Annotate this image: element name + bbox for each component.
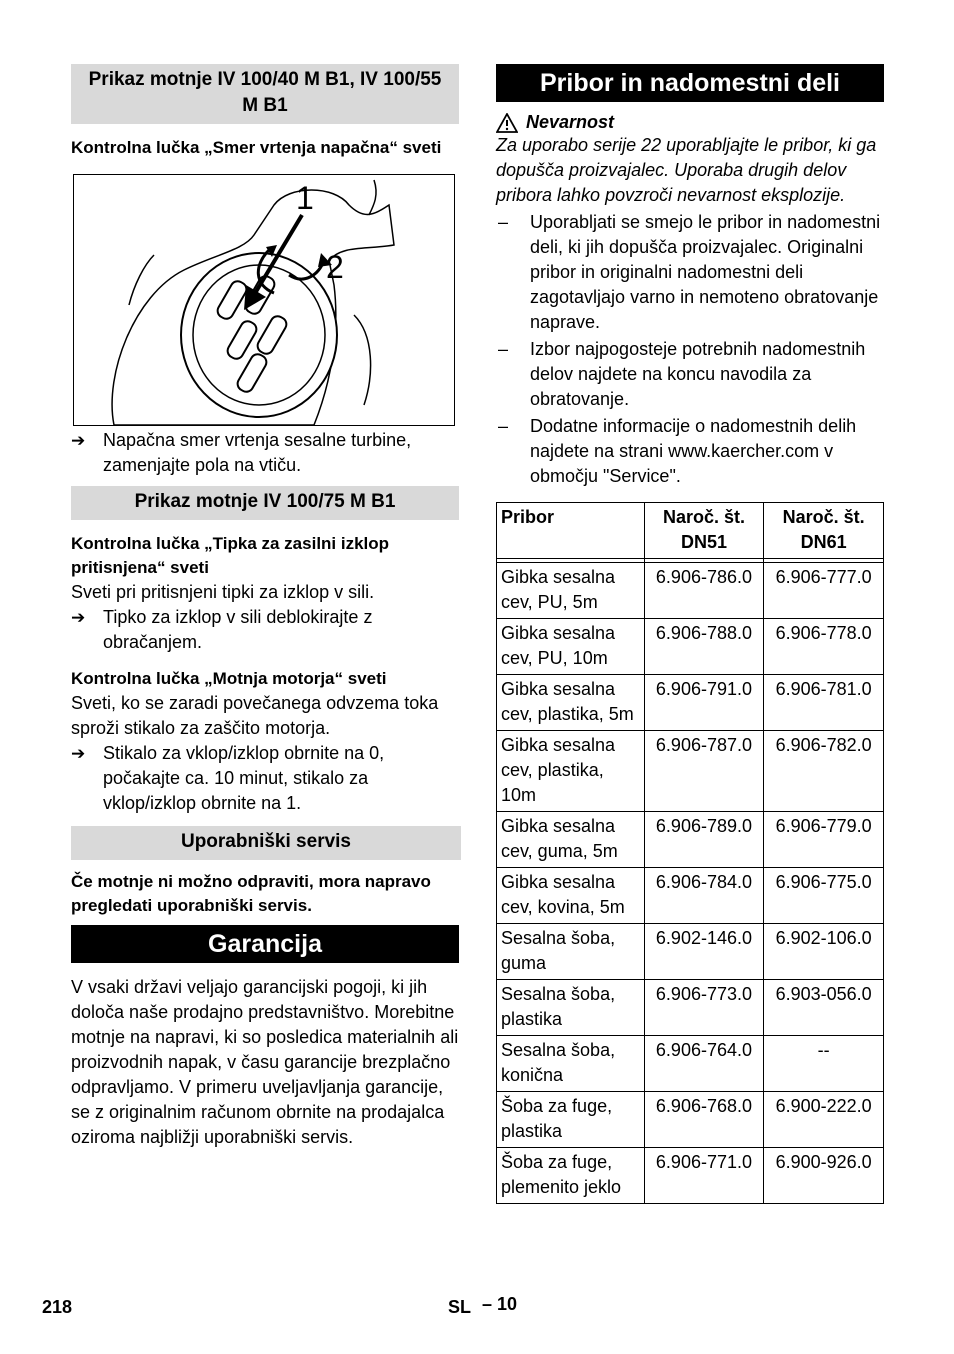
emergency-stop-text: Sveti pri pritisnjeni tipki za izklop v sili. xyxy=(71,582,375,602)
figure-label-1: 1 xyxy=(296,180,314,216)
dash-marker: – xyxy=(498,212,509,232)
accessory-name-cell: Gibka sesalna cev, guma, 5m xyxy=(497,812,645,868)
table-body xyxy=(497,563,884,1204)
instruction-text: Stikalo za vklop/izklop obrnite na 0, počakajte ca. 10 minut, stikalo za vklop/izklop obrnite na 1. xyxy=(103,743,385,813)
accessory-name-cell: Sesalna šoba, plastika xyxy=(497,980,645,1036)
arrow-right-icon: ➔ xyxy=(71,608,86,627)
section-heading-fault-display-1: Prikaz motnje IV 100/40 M B1, IV 100/55 M B1 xyxy=(71,64,459,124)
section-heading-warranty: Garancija xyxy=(71,925,459,963)
warning-text: Za uporabo serije 22 uporabljajte le pribor, ki ga dopušča proizvajalec. Uporaba drugih delov pribora lahko povzroči nevarnost eksplozije. xyxy=(496,135,877,205)
dn61-part-number-cell: 6.906-781.0 xyxy=(764,675,884,731)
accessories-table xyxy=(496,502,884,1204)
accessory-name-cell: Gibka sesalna cev, PU, 10m xyxy=(497,619,645,675)
dn51-part-number-cell: 6.906-787.0 xyxy=(644,731,764,812)
dn51-part-number-cell: 6.906-764.0 xyxy=(644,1036,764,1092)
column-header-dn61: Naroč. št. DN61 xyxy=(764,503,884,559)
instruction-text: Tipko za izklop v sili deblokirajte z obračanjem. xyxy=(103,607,373,652)
subheading-wrong-rotation: Kontrolna lučka „Smer vrtenja napačna“ sveti xyxy=(71,138,442,157)
accessory-name-cell: Gibka sesalna cev, kovina, 5m xyxy=(497,868,645,924)
warranty-text: V vsaki državi veljajo garancijski pogoji, ki jih določa naše prodajno predstavništvo. Morebitne motnje na napravi, ki so posledica materialnih ali proizvodnih napak, v času garancije brezplačno odpravljamo. V primeru uveljavljanja garancije, se z originalnim računom obrnite na prodajalca oziroma najbližji uporabniški servis. xyxy=(71,977,459,1147)
accessory-name-cell: Šoba za fuge, plemenito jeklo xyxy=(497,1148,645,1204)
dn61-part-number-cell: 6.903-056.0 xyxy=(764,980,884,1036)
dn51-part-number-cell: 6.906-784.0 xyxy=(644,868,764,924)
dash-marker: – xyxy=(498,339,509,359)
dn51-part-number-cell: 6.906-773.0 xyxy=(644,980,764,1036)
table-header-row xyxy=(497,503,884,559)
dn51-part-number-cell: 6.906-791.0 xyxy=(644,675,764,731)
page-number: 218 xyxy=(42,1297,73,1317)
dn61-part-number-cell: 6.906-782.0 xyxy=(764,731,884,812)
table-row xyxy=(497,563,884,619)
dn61-part-number-cell: 6.906-778.0 xyxy=(764,619,884,675)
language-code: SL xyxy=(448,1297,472,1317)
subheading-emergency-stop: Kontrolna lučka „Tipka za zasilni izklop pritisnjena“ sveti xyxy=(71,534,390,577)
list-item-text: Uporabljati se smejo le pribor in nadomestni deli, ki jih dopušča proizvajalec. Originalni pribor in originalni nadomestni deli zagotavljajo varno in nemoteno obratovanje naprave. xyxy=(530,212,881,332)
right-column xyxy=(496,64,884,1204)
section-heading-accessories: Pribor in nadomestni deli xyxy=(496,64,884,102)
table-row xyxy=(497,980,884,1036)
dn51-part-number-cell: 6.906-788.0 xyxy=(644,619,764,675)
table-row xyxy=(497,1092,884,1148)
dn51-part-number-cell: 6.906-768.0 xyxy=(644,1092,764,1148)
dn51-part-number-cell: 6.906-771.0 xyxy=(644,1148,764,1204)
accessory-name-cell: Gibka sesalna cev, plastika, 5m xyxy=(497,675,645,731)
list-item xyxy=(496,414,884,489)
list-item-text: Izbor najpogosteje potrebnih nadomestnih delov najdete na koncu navodila za obratovanje. xyxy=(530,339,866,409)
motor-fault-text: Sveti, ko se zaradi povečanega odvzema toka sproži stikalo za zaščito motorja. xyxy=(71,693,439,738)
section-heading-customer-service: Uporabniški servis xyxy=(71,826,461,860)
dn61-part-number-cell: 6.906-777.0 xyxy=(764,563,884,619)
danger-warning xyxy=(496,112,884,133)
plug-rotation-figure xyxy=(73,174,455,426)
plug-illustration xyxy=(74,175,454,425)
customer-service-text: Če motnje ni možno odpraviti, mora napravo pregledati uporabniški servis. xyxy=(71,872,431,915)
accessory-name-cell: Gibka sesalna cev, PU, 5m xyxy=(497,563,645,619)
arrow-right-icon: ➔ xyxy=(71,744,86,763)
accessory-name-cell: Gibka sesalna cev, plastika, 10m xyxy=(497,731,645,812)
table-row xyxy=(497,924,884,980)
instruction-text: Napačna smer vrtenja sesalne turbine, zamenjajte pola na vtiču. xyxy=(103,430,412,475)
list-item xyxy=(496,337,884,412)
table-row xyxy=(497,619,884,675)
accessory-name-cell: Sesalna šoba, guma xyxy=(497,924,645,980)
table-row xyxy=(497,812,884,868)
dn51-part-number-cell: 6.906-789.0 xyxy=(644,812,764,868)
instruction-unlock-stop xyxy=(71,605,459,655)
accessory-name-cell: Šoba za fuge, plastika xyxy=(497,1092,645,1148)
table-row xyxy=(497,675,884,731)
table-row xyxy=(497,731,884,812)
table-row xyxy=(497,1036,884,1092)
dash-marker: – xyxy=(498,416,509,436)
column-header-dn51: Naroč. št. DN51 xyxy=(644,503,764,559)
dn61-part-number-cell: 6.900-222.0 xyxy=(764,1092,884,1148)
dn61-part-number-cell: 6.906-775.0 xyxy=(764,868,884,924)
left-column xyxy=(71,64,459,1150)
instruction-swap-poles xyxy=(71,428,459,478)
dn51-part-number-cell: 6.906-786.0 xyxy=(644,563,764,619)
table-row xyxy=(497,1148,884,1204)
dn61-part-number-cell: 6.902-106.0 xyxy=(764,924,884,980)
table-row xyxy=(497,868,884,924)
warning-label: Nevarnost xyxy=(526,112,615,132)
dn61-part-number-cell: 6.906-779.0 xyxy=(764,812,884,868)
arrow-right-icon: ➔ xyxy=(71,431,86,450)
accessory-name-cell: Sesalna šoba, konična xyxy=(497,1036,645,1092)
dn61-part-number-cell: -- xyxy=(764,1036,884,1092)
sub-page-number: – 10 xyxy=(482,1294,518,1314)
list-item-text: Dodatne informacije o nadomestnih delih najdete na strani www.kaercher.com v območju "Service". xyxy=(530,416,857,486)
subheading-motor-fault: Kontrolna lučka „Motnja motorja“ sveti xyxy=(71,669,387,688)
dn61-part-number-cell: 6.900-926.0 xyxy=(764,1148,884,1204)
figure-label-2: 2 xyxy=(326,249,344,285)
list-item xyxy=(496,210,884,335)
section-heading-fault-display-2: Prikaz motnje IV 100/75 M B1 xyxy=(71,486,459,520)
warning-triangle-icon xyxy=(496,113,518,133)
column-header-accessory: Pribor xyxy=(497,503,645,559)
dn51-part-number-cell: 6.902-146.0 xyxy=(644,924,764,980)
instruction-reset-switch xyxy=(71,741,459,816)
